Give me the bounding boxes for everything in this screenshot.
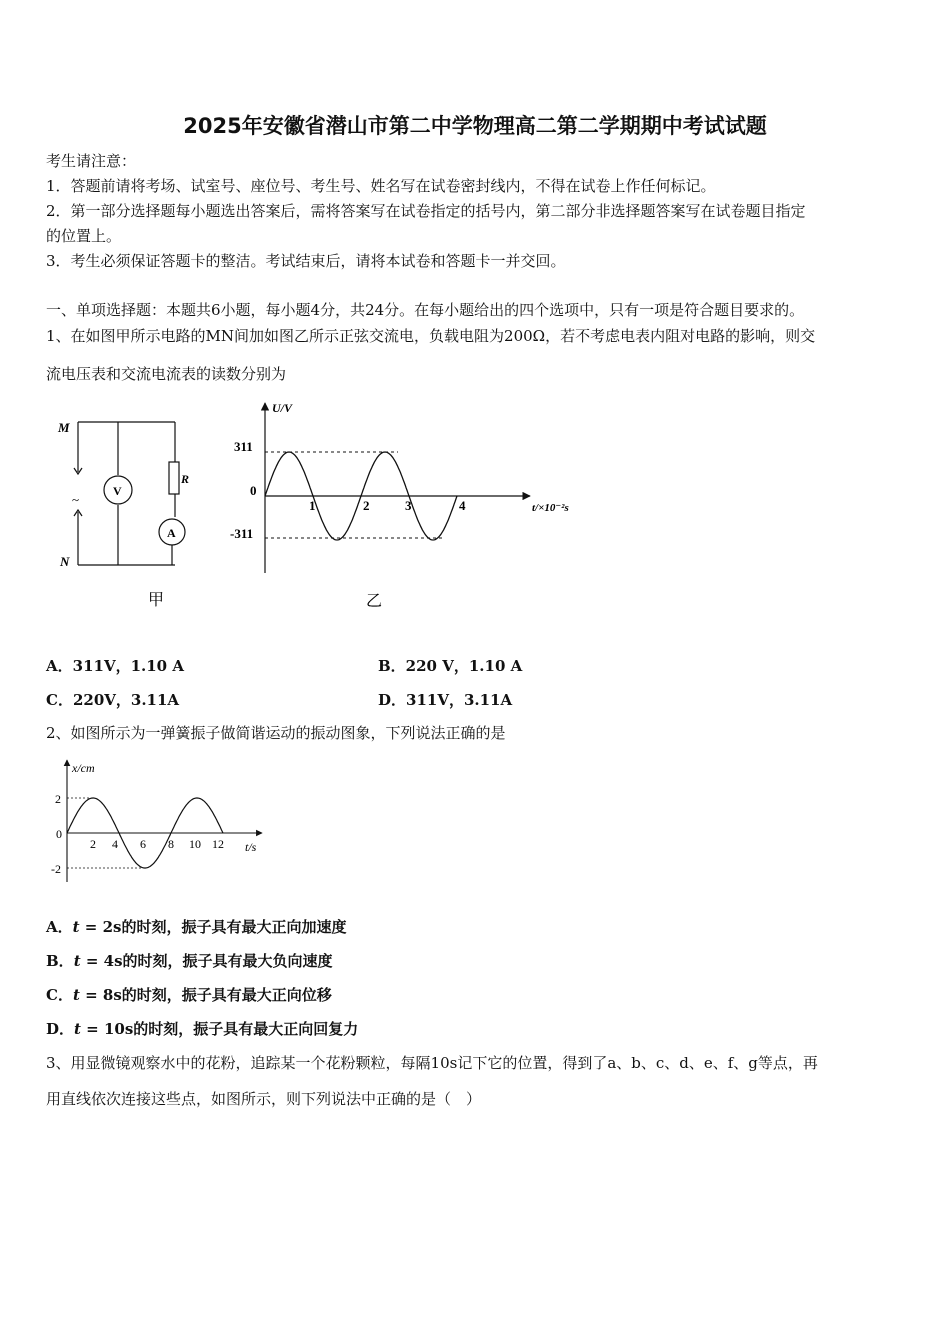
notice-item-3: 3．考生必须保证答题卡的整洁。考试结束后，请将本试卷和答题卡一并交回。	[46, 252, 566, 270]
q1-ylabel: U/V	[272, 401, 293, 415]
q2-origin: 0	[56, 827, 62, 841]
q2-stem: 2、如图所示为一弹簧振子做简谐运动的振动图象，下列说法正确的是	[46, 724, 506, 742]
q2-ytick-neg: -2	[51, 862, 61, 876]
q2-xtick-8: 8	[168, 837, 174, 851]
q2-xtick-6: 6	[140, 837, 146, 851]
q3-stem-line2: 用直线依次连接这些点，如图所示，则下列说法中正确的是（ ）	[46, 1090, 482, 1108]
q2-option-d[interactable]: D．t = 10s的时刻，振子具有最大正向回复力	[46, 1020, 359, 1038]
q1-xtick-4: 4	[459, 498, 466, 513]
q1-ytick-pos: 311	[234, 439, 253, 454]
q2-option-a[interactable]: A．t = 2s的时刻，振子具有最大正向加速度	[46, 918, 347, 936]
voltmeter-label: V	[113, 484, 122, 498]
q1-option-a[interactable]: A．311V，1.10 A	[46, 657, 184, 675]
notice-heading: 考生请注意：	[46, 152, 137, 170]
q1-option-b[interactable]: B．220 V，1.10 A	[378, 657, 523, 675]
ac-source-symbol: ~	[72, 492, 80, 507]
q2-option-c[interactable]: C．t = 8s的时刻，振子具有最大正向位移	[46, 986, 332, 1004]
q1-origin: 0	[250, 483, 257, 498]
notice-item-2-cont: 的位置上。	[46, 227, 122, 245]
q1-option-c[interactable]: C．220V，3.11A	[46, 691, 180, 709]
notice-item-1: 1．答题前请将考场、试室号、座位号、考生号、姓名写在试卷密封线内，不得在试卷上作任何标记。	[46, 177, 716, 195]
q1-stem-line1: 1、在如图甲所示电路的MN间加如图乙所示正弦交流电，负载电阻为200Ω，若不考虑电表内阻对电路的影响，则交	[46, 327, 816, 345]
q1-ytick-neg: -311	[230, 526, 254, 541]
q2-option-b[interactable]: B．t = 4s的时刻，振子具有最大负向速度	[46, 952, 333, 970]
resistor-symbol	[169, 462, 179, 494]
q2-ylabel: x/cm	[72, 761, 95, 775]
q1-stem-line2: 流电压表和交流电流表的读数分别为	[46, 365, 287, 383]
label-n: N	[60, 554, 70, 569]
q1-xtick-3: 3	[405, 498, 412, 513]
q1-voltage-graph	[222, 395, 592, 615]
q2-xtick-4: 4	[112, 837, 118, 851]
q2-ytick-pos: 2	[55, 792, 61, 806]
caption-yi: 乙	[366, 593, 383, 610]
q2-xtick-10: 10	[189, 837, 201, 851]
notice-item-2: 2．第一部分选择题每小题选出答案后，需将答案写在试卷指定的括号内，第二部分非选择题答案写在试卷题目指定	[46, 202, 806, 220]
q2-xlabel: t/s	[245, 840, 257, 854]
section-heading: 一、单项选择题：本题共6小题，每小题4分，共24分。在每小题给出的四个选项中，只有一项是符合题目要求的。	[46, 301, 805, 319]
ammeter-label: A	[167, 526, 176, 540]
q1-xlabel: t/×10⁻²s	[532, 502, 569, 514]
q1-option-d[interactable]: D．311V，3.11A	[378, 691, 513, 709]
q2-xtick-12: 12	[212, 837, 224, 851]
q3-stem-line1: 3、用显微镜观察水中的花粉，追踪某一个花粉颗粒，每隔10s记下它的位置，得到了a、b、c、d、e、f、g等点，再	[46, 1054, 818, 1072]
q1-xtick-1: 1	[309, 498, 316, 513]
caption-jia: 甲	[148, 592, 165, 609]
page-title: 2025年安徽省潜山市第二中学物理高二第二学期期中考试试题	[183, 114, 767, 138]
resistor-label: R	[181, 472, 190, 486]
q2-xtick-2: 2	[90, 837, 96, 851]
label-m: M	[58, 420, 70, 435]
q2-displacement-graph	[40, 752, 280, 892]
q1-circuit-diagram	[50, 410, 200, 610]
q1-xtick-2: 2	[363, 498, 370, 513]
